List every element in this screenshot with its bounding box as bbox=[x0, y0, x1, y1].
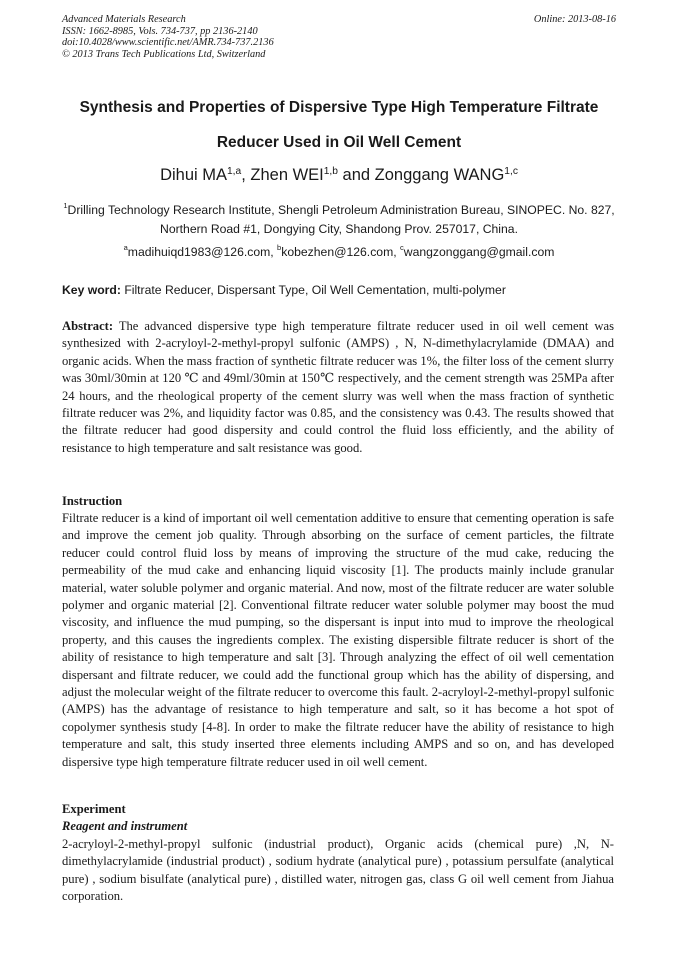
email-address: wangzonggang@gmail.com bbox=[403, 245, 555, 259]
doi-line: doi:10.4028/www.scientific.net/AMR.734-737.2136 bbox=[62, 37, 274, 48]
abstract bbox=[62, 318, 614, 457]
subsection-heading-reagent: Reagent and instrument bbox=[62, 819, 188, 833]
author-name: Dihui MA bbox=[160, 166, 227, 184]
email-list bbox=[40, 245, 638, 259]
section-heading-experiment: Experiment bbox=[62, 802, 126, 816]
author-affiliation-mark: 1,a bbox=[227, 166, 242, 177]
experiment-body: 2-acryloyl-2-methyl-propyl sulfonic (industrial product), Organic acids (chemical pure) ,N, N-dimethylacrylamide (industrial product) , sodium hydrate (analytical pure) , potassium persulfate (analytical pure) , sodium bisulfate (analytical pure) , distilled water, nitrogen gas, class G oil well cement from Jiahua corporation. bbox=[62, 837, 614, 904]
author-name: Zhen WEI bbox=[250, 166, 324, 184]
affiliation-text: Drilling Technology Research Institute, Shengli Petroleum Administration Bureau, SINOPEC. No. 827, Northern Road #1, Dongying City, Shandong Prov. 257017, China. bbox=[67, 203, 615, 236]
abstract-label: Abstract: bbox=[62, 319, 114, 333]
author-name: Zonggang WANG bbox=[374, 166, 505, 184]
email-address: madihuiqd1983@126.com bbox=[127, 245, 271, 259]
affiliation bbox=[55, 201, 623, 239]
online-date: Online: 2013-08-16 bbox=[533, 14, 616, 25]
email-separator: , bbox=[393, 245, 401, 259]
email-mark: a bbox=[123, 243, 128, 252]
author-separator: , bbox=[241, 166, 251, 184]
title-line-1: Synthesis and Properties of Dispersive Type High Temperature Filtrate bbox=[79, 99, 599, 116]
title-line-2: Reducer Used in Oil Well Cement bbox=[216, 134, 462, 151]
author-affiliation-mark: 1,c bbox=[504, 166, 518, 177]
keywords-label: Key word: bbox=[62, 283, 121, 297]
email-mark: b bbox=[277, 243, 282, 252]
author-affiliation-mark: 1,b bbox=[323, 166, 338, 177]
instruction-body: Filtrate reducer is a kind of important oil well cementation additive to ensure that cementing operation is safe and improve the cement job quality. Through absorbing on the surface of cement particles, the filtrate reducer could control fluid loss by means of improving the structure of the mud cake, reducing the permeability of the mud cake and enhancing liquid viscosity [1]. The products mainly include granular material, water soluble polymer and organic material. And now, most of the filtrate reducer are water soluble polymer and organic material [2]. Conventional filtrate reducer water soluble polymer may boost the mud viscosity, and influence the mud pumping, so the dispersant is input into mud to improve the rheological property, and this causes the ingredients complex. The existing dispersible filtrate reducer is short of the ability of resistance to high temperature and salt [3]. Through analyzing the effect of oil well cementation dispersant and filtrate reducer, we could add the functional group which has the ability of dispersing, and adjust the molecular weight of the filtrate reducer to overcome this fault. 2-acryloyl-2-methyl-propyl sulfonic (AMPS) has the advantage of resistance to high temperature and salt, so it has become a hot spot of copolymer synthesis study [4-8]. In order to make the filtrate reducer have the ability of resistance to high temperature and salt, this study inserted three elements including AMPS and so on, and has developed dispersive type high temperature filtrate reducer used in oil well cement. bbox=[62, 511, 614, 769]
email-separator: , bbox=[270, 245, 278, 259]
issn-line: ISSN: 1662-8985, Vols. 734-737, pp 2136-2140 bbox=[62, 25, 258, 37]
keywords-text: Filtrate Reducer, Dispersant Type, Oil Well Cementation, multi-polymer bbox=[124, 283, 506, 297]
author-list bbox=[40, 166, 638, 185]
paper-title bbox=[40, 90, 638, 160]
email-mark: c bbox=[400, 243, 404, 252]
journal-header bbox=[62, 14, 274, 60]
email-address: kobezhen@126.com bbox=[281, 245, 394, 259]
author-separator: and bbox=[337, 166, 375, 184]
abstract-text: The advanced dispersive type high temperature filtrate reducer used in oil well cement was synthesized with 2-acryloyl-2-methyl-propyl sulfonic (AMPS) , N, N-dimethylacrylamide (DMAA) and organic acids. When the mass fraction of synthetic filtrate reducer was 1%, the filter loss of the cement slurry was 30ml/30min at 120 ℃ and 49ml/30min at 150℃ respectively, and the cement strength was 25MPa after 24 hours, and the rheological property of the cement slurry was well when the mass fraction of synthetic filtrate reducer was 2%, and liquidity factor was 0.85, and the consistency was 0.43. The results showed that the filtrate reducer had good dispersity and could control the fluid loss efficiently, and the ability of resistance to high temperature and salt resistance was good. bbox=[62, 319, 614, 455]
section-heading-instruction: Instruction bbox=[62, 494, 123, 508]
keywords bbox=[62, 283, 622, 297]
affiliation-mark: 1 bbox=[63, 201, 68, 210]
journal-name: Advanced Materials Research bbox=[62, 14, 186, 25]
copyright-line: © 2013 Trans Tech Publications Ltd, Switzerland bbox=[62, 48, 266, 60]
